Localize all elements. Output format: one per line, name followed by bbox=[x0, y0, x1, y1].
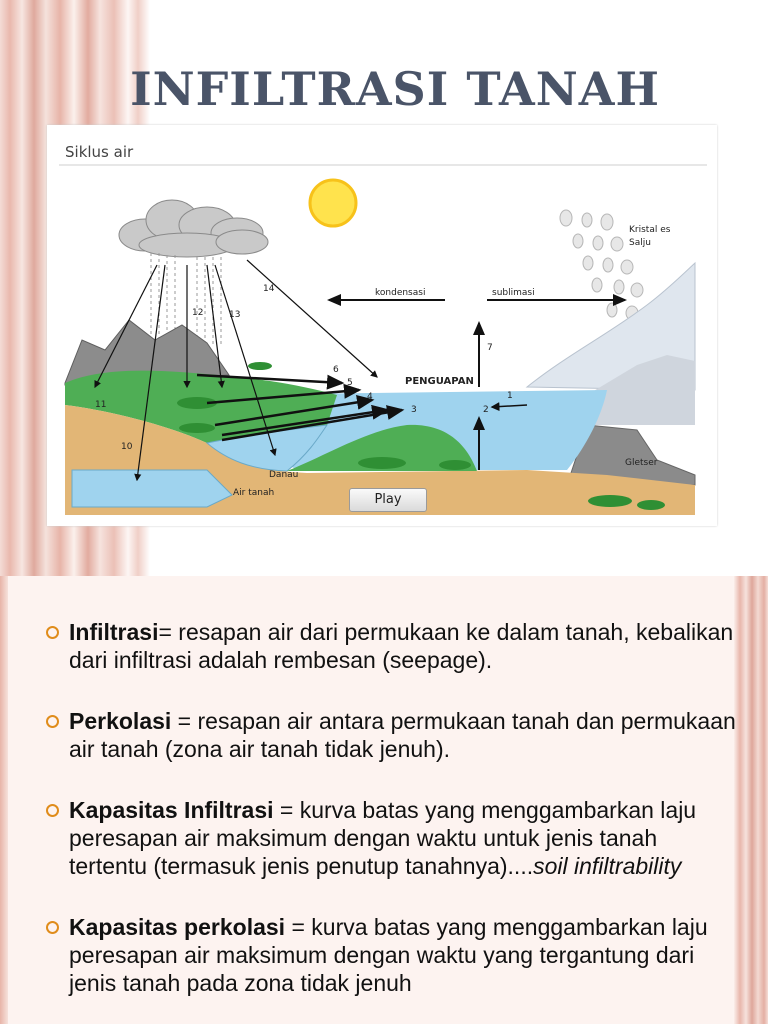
label-n4: 4 bbox=[367, 392, 373, 402]
definition-list bbox=[46, 618, 736, 1024]
decorative-stripe-left bbox=[0, 576, 8, 1024]
label-air-tanah: Air tanah bbox=[233, 488, 275, 498]
bullet-kapasitas-perkolasi bbox=[46, 913, 736, 997]
sun-icon bbox=[310, 180, 356, 226]
decorative-stripes-right bbox=[734, 576, 768, 1024]
bullet-circle-icon bbox=[46, 626, 59, 639]
bullet-infiltrasi bbox=[46, 618, 736, 674]
definition: = kurva batas yang menggambarkan laju peresapan air maksimum dengan waktu yang tergantung dari jenis tanah pada zona tidak jenuh bbox=[69, 914, 708, 996]
cloud-icon bbox=[119, 200, 268, 257]
label-n14: 14 bbox=[263, 284, 275, 294]
slide-bottom bbox=[0, 576, 768, 1024]
water-cycle-illustration bbox=[47, 125, 717, 526]
water-cycle-diagram bbox=[47, 125, 717, 526]
bullet-kapasitas-infiltrasi bbox=[46, 796, 736, 880]
label-penguapan: PENGUAPAN bbox=[405, 376, 474, 387]
play-button[interactable]: Play bbox=[349, 488, 427, 512]
term: Kapasitas Infiltrasi bbox=[69, 797, 274, 823]
bullet-circle-icon bbox=[46, 715, 59, 728]
label-salju: Salju bbox=[629, 238, 651, 248]
definition-italic: soil infiltrability bbox=[533, 853, 682, 879]
label-n6: 6 bbox=[333, 365, 339, 375]
label-n2: 2 bbox=[483, 405, 489, 415]
diagram-title: Siklus air bbox=[65, 143, 134, 161]
bullet-circle-icon bbox=[46, 804, 59, 817]
label-kristal-es: Kristal es bbox=[629, 225, 671, 235]
label-n1: 1 bbox=[507, 391, 513, 401]
term: Kapasitas perkolasi bbox=[69, 914, 286, 940]
bullet-perkolasi bbox=[46, 707, 736, 763]
label-n10: 10 bbox=[121, 442, 133, 452]
label-n7: 7 bbox=[487, 343, 493, 353]
term: Perkolasi bbox=[69, 708, 172, 734]
page-title: INFILTRASI TANAH bbox=[130, 62, 660, 116]
label-n5: 5 bbox=[347, 378, 353, 388]
label-danau: Danau bbox=[269, 470, 299, 480]
label-n11: 11 bbox=[95, 400, 107, 410]
label-gletser: Gletser bbox=[625, 458, 658, 468]
label-n13: 13 bbox=[229, 310, 241, 320]
label-n3: 3 bbox=[411, 405, 417, 415]
bullet-circle-icon bbox=[46, 921, 59, 934]
label-kondensasi: kondensasi bbox=[375, 288, 426, 298]
definition: = resapan air antara permukaan tanah dan permukaan air tanah (zona air tanah tidak jenuh). bbox=[69, 708, 736, 762]
label-sublimasi: sublimasi bbox=[492, 288, 535, 298]
definition: = resapan air dari permukaan ke dalam tanah, kebalikan dari infiltrasi adalah rembesan (seepage). bbox=[69, 619, 734, 673]
definition: = kurva batas yang menggambarkan laju peresapan air maksimum dengan waktu untuk jenis tanah tertentu (termasuk jenis penutup tanahnya).... bbox=[69, 797, 697, 879]
label-n12: 12 bbox=[192, 308, 204, 318]
term: Infiltrasi bbox=[69, 619, 159, 645]
